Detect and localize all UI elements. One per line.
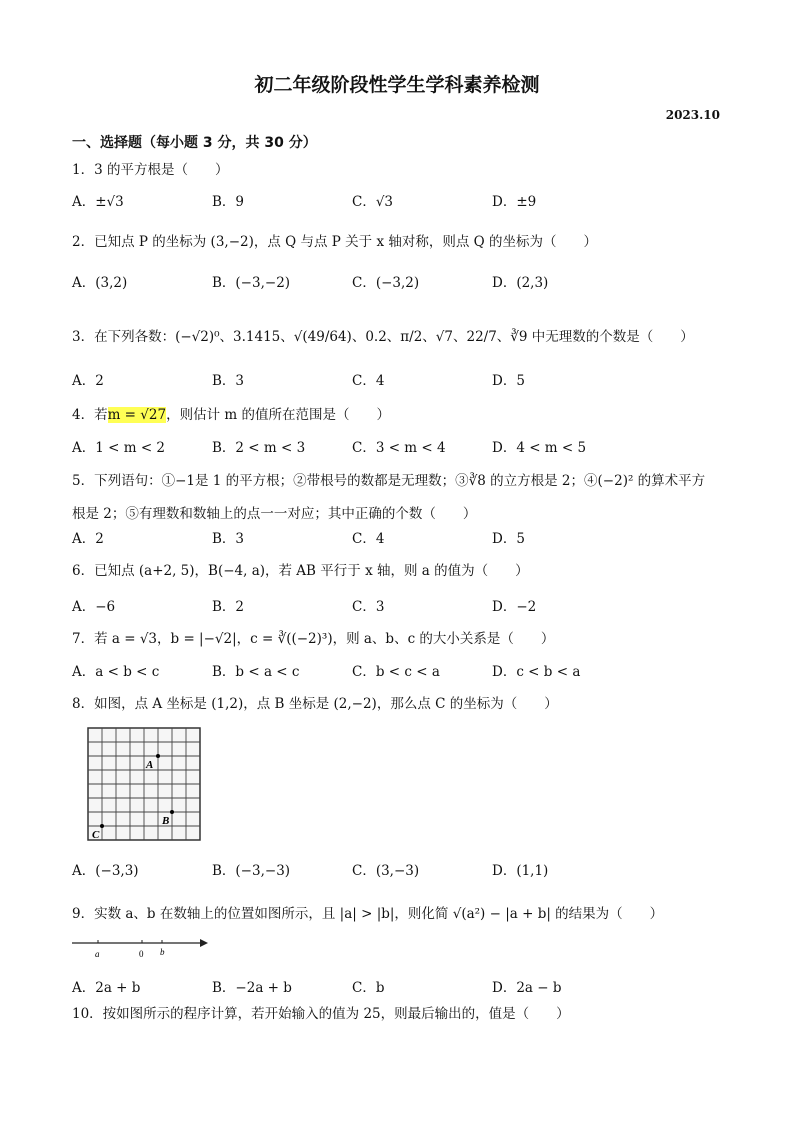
q6-option-a: A．−6 — [72, 599, 116, 615]
question-4 — [72, 403, 390, 423]
q8-option-c: C．(3,−3) — [352, 863, 420, 879]
q4-suffix: ，则估计 m 的值所在范围是（ ） — [166, 407, 390, 423]
q5-option-a: A．2 — [72, 531, 104, 547]
q1-option-b: B．9 — [212, 194, 245, 210]
question-10: 10．按如图所示的程序计算，若开始输入的值为 25，则最后输出的，值是（ ） — [72, 1006, 570, 1022]
point-a-label: A — [146, 759, 154, 771]
q8-option-a: A．(−3,3) — [72, 863, 139, 879]
question-1: 1．3 的平方根是（ ） — [72, 162, 229, 178]
question-6: 6．已知点 (a+2, 5)，B(−4, a)，若 AB 平行于 x 轴，则 a 的值为（ ） — [72, 563, 529, 579]
q1-option-d: D．±9 — [492, 194, 537, 210]
q5-option-b: B．3 — [212, 531, 245, 547]
q7-option-d: D．c < b < a — [492, 664, 581, 680]
point-b-label: B — [162, 815, 170, 827]
q3-option-a: A．2 — [72, 373, 104, 389]
question-5: 5．下列语句：①−1是 1 的平方根；②带根号的数都是无理数；③∛8 的立方根是 2；④(−2)² 的算术平方 — [72, 473, 706, 489]
q3-option-b: B．3 — [212, 373, 245, 389]
q5-option-d: D．5 — [492, 531, 525, 547]
q9-option-b: B．−2a + b — [212, 980, 292, 996]
numberline-label-a: a — [95, 949, 100, 959]
q6-option-c: C．3 — [352, 599, 385, 615]
q4-option-b: B．2 < m < 3 — [212, 440, 306, 456]
q4-option-d: D．4 < m < 5 — [492, 440, 587, 456]
q6-option-b: B．2 — [212, 599, 245, 615]
question-5-line2: 根是 2；⑤有理数和数轴上的点一一对应；其中正确的个数（ ） — [72, 506, 477, 522]
q5-option-c: C．4 — [352, 531, 385, 547]
question-2: 2．已知点 P 的坐标为 (3,−2)，点 Q 与点 P 关于 x 轴对称，则点 Q 的坐标为（ ） — [72, 234, 598, 250]
question-9: 9．实数 a、b 在数轴上的位置如图所示，且 |a| > |b|，则化简 √(a²) − |a + b| 的结果为（ ） — [72, 906, 664, 922]
q6-option-d: D．−2 — [492, 599, 537, 615]
q8-option-b: B．(−3,−3) — [212, 863, 291, 879]
point-c-label: C — [92, 829, 100, 841]
q7-option-c: C．b < c < a — [352, 664, 440, 680]
coordinate-grid-figure — [86, 724, 204, 844]
q9-option-d: D．2a − b — [492, 980, 562, 996]
q1-option-a: A．±√3 — [72, 194, 124, 210]
q7-option-b: B．b < a < c — [212, 664, 300, 680]
exam-date: 2023.10 — [665, 108, 720, 122]
question-3: 3．在下列各数：(−√2)⁰、3.1415、√(49/64)、0.2、π/2、√7、22/7、∛9 中无理数的个数是（ ） — [72, 329, 694, 345]
q3-option-d: D．5 — [492, 373, 525, 389]
q1-option-c: C．√3 — [352, 194, 394, 210]
q2-option-a: A．(3,2) — [72, 275, 128, 291]
q4-option-a: A．1 < m < 2 — [72, 440, 166, 456]
numberline-label-zero: 0 — [139, 949, 144, 959]
question-8: 8．如图，点 A 坐标是 (1,2)，点 B 坐标是 (2,−2)，那么点 C 的坐标为（ ） — [72, 696, 558, 712]
q7-option-a: A．a < b < c — [72, 664, 160, 680]
page-title: 初二年级阶段性学生学科素养检测 — [254, 74, 540, 96]
question-7: 7．若 a = √3，b = |−√2|，c = ∛((−2)³)，则 a、b、c 的大小关系是（ ） — [72, 631, 555, 647]
number-line-figure — [72, 935, 212, 963]
q8-option-d: D．(1,1) — [492, 863, 549, 879]
q2-option-b: B．(−3,−2) — [212, 275, 291, 291]
q4-highlight: m = √27 — [107, 407, 167, 423]
q4-prefix: 4．若 — [72, 407, 108, 423]
q2-option-c: C．(−3,2) — [352, 275, 420, 291]
q4-option-c: C．3 < m < 4 — [352, 440, 446, 456]
q9-option-c: C．b — [352, 980, 385, 996]
numberline-label-b: b — [160, 947, 165, 957]
q2-option-d: D．(2,3) — [492, 275, 549, 291]
q9-option-a: A．2a + b — [72, 980, 141, 996]
q3-option-c: C．4 — [352, 373, 385, 389]
section-heading: 一、选择题（每小题 3 分，共 30 分） — [72, 135, 317, 151]
